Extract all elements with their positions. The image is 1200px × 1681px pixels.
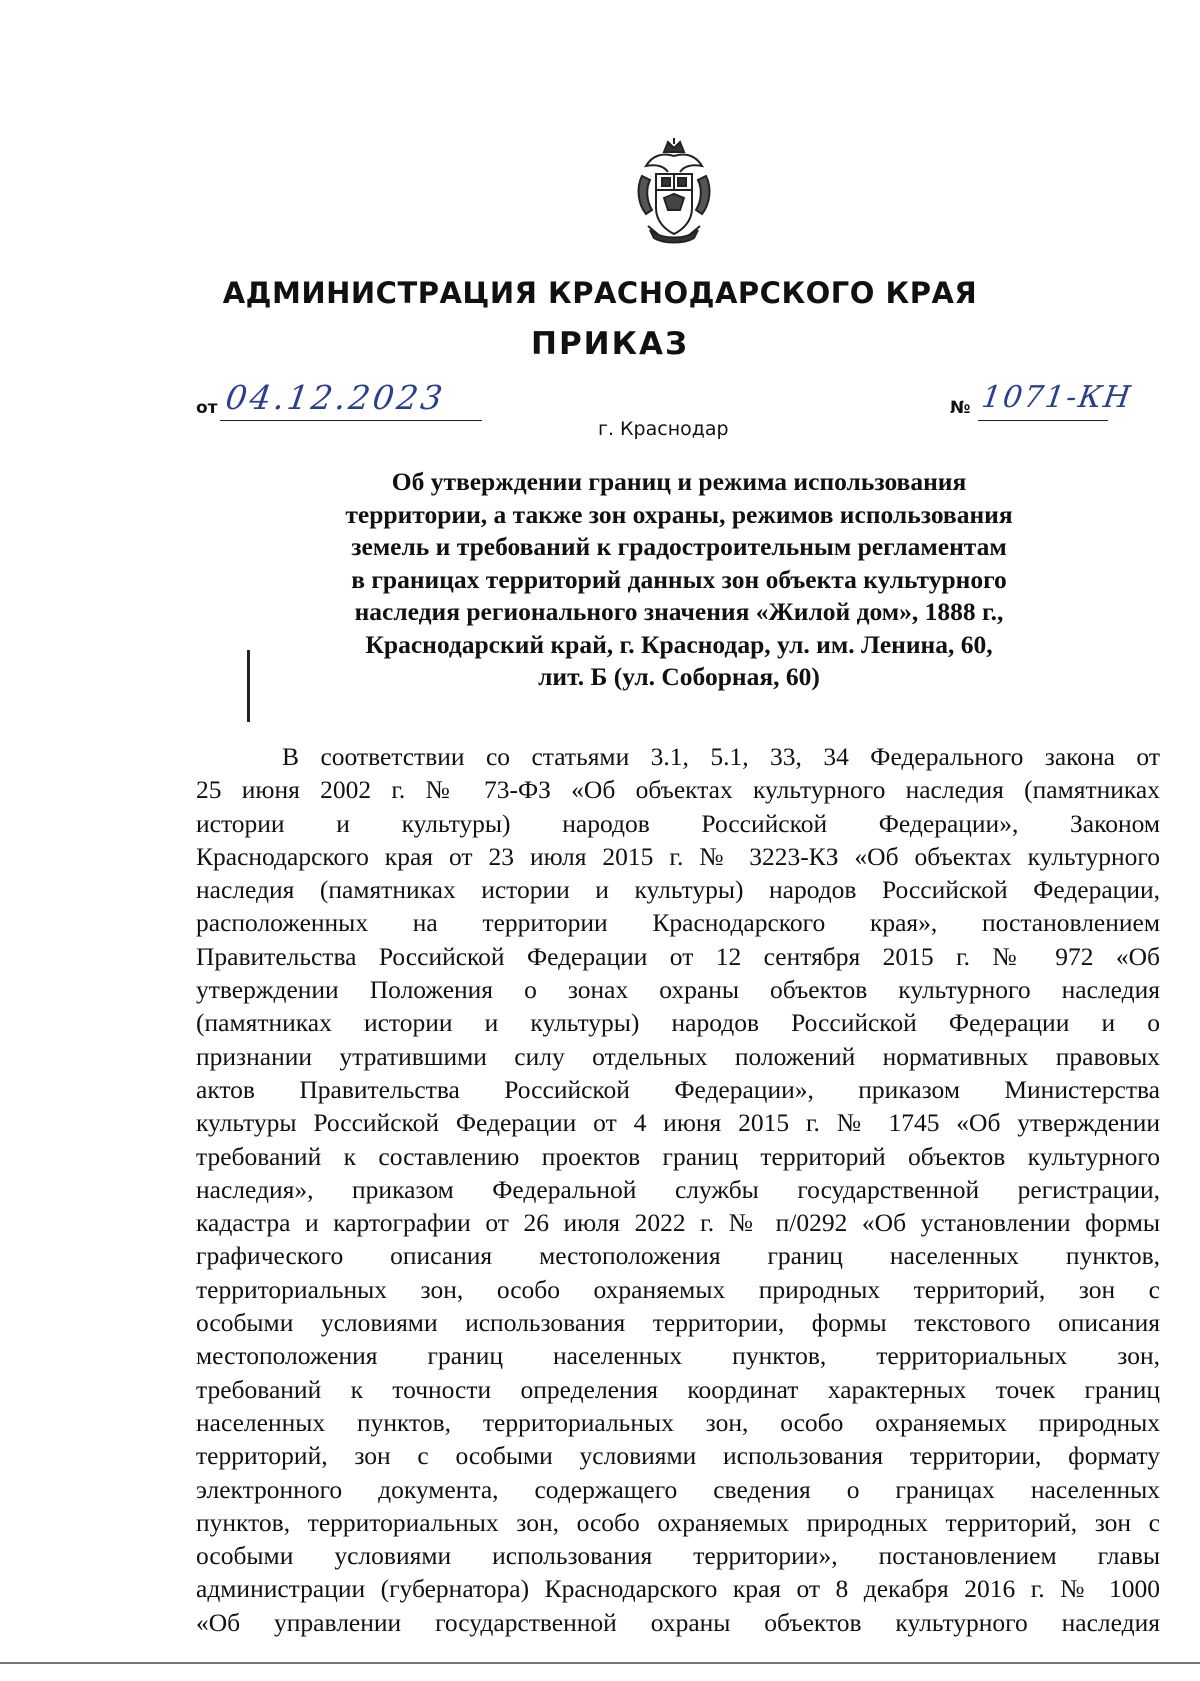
subject-line: земель и требований к градостроительным регламентам	[351, 532, 1007, 561]
body-line: актов Правительства Российской Федерации», приказом Министерства	[196, 1074, 1160, 1104]
body-line: Краснодарского края от 23 июля 2015 г. № 3223-КЗ «Об объектах культурного	[196, 841, 1160, 871]
scan-bottom-edge	[0, 1662, 1200, 1664]
body-line: особыми условиями использования территории, формы текстового описания	[196, 1308, 1160, 1338]
date-field	[196, 378, 486, 426]
subject-line: наследия регионального значения «Жилой дом», 1888 г.,	[354, 597, 1004, 626]
body-paragraph	[196, 740, 1160, 1639]
number-underline	[978, 420, 1108, 421]
body-line: требований к составлению проектов границ территорий объектов культурного	[196, 1141, 1160, 1171]
subject-line: лит. Б (ул. Соборная, 60)	[538, 662, 820, 691]
number-field	[950, 380, 1160, 426]
margin-mark	[247, 650, 250, 722]
body-line: территорий, зон с особыми условиями использования территории, формату	[196, 1441, 1160, 1471]
body-line: территориальных зон, особо охраняемых природных территорий, зон с	[196, 1274, 1160, 1304]
body-line: признании утратившими силу отдельных положений нормативных правовых	[196, 1041, 1160, 1071]
body-line: местоположения границ населенных пунктов, территориальных зон,	[196, 1341, 1160, 1371]
body-line: В соответствии со статьями 3.1, 5.1, 33, 34 Федерального закона от	[282, 742, 1160, 771]
coat-of-arms-icon	[634, 138, 714, 248]
body-line: (памятниках истории и культуры) народов Российской Федерации и о	[196, 1008, 1160, 1038]
document-subject	[300, 466, 1058, 694]
body-line: 25 июня 2002 г. № 73-ФЗ «Об объектах культурного наследия (памятниках	[196, 775, 1160, 805]
body-line: утверждении Положения о зонах охраны объектов культурного наследия	[196, 975, 1160, 1005]
body-line: особыми условиями использования территории», постановлением главы	[196, 1541, 1160, 1571]
document-type: ПРИКАЗ	[531, 326, 689, 362]
body-line: культуры Российской Федерации от 4 июня 2015 г. № 1745 «Об утверждении	[196, 1108, 1160, 1138]
subject-line: в границах территорий данных зон объекта культурного	[351, 564, 1007, 594]
body-line: кадастра и картографии от 26 июля 2022 г. № п/0292 «Об установлении формы	[196, 1208, 1160, 1238]
body-line: наследия», приказом Федеральной службы государственной регистрации,	[196, 1174, 1160, 1204]
handwritten-number: 1071-КН	[979, 380, 1135, 415]
subject-line: территории, а также зон охраны, режимов использования	[345, 499, 1013, 529]
city-label: г. Краснодар	[598, 418, 729, 440]
body-line: населенных пунктов, территориальных зон, особо охраняемых природных	[196, 1407, 1160, 1437]
body-line: графического описания местоположения границ населенных пунктов,	[196, 1241, 1160, 1271]
handwritten-date: 04.12.2023	[223, 378, 448, 417]
date-prefix: от	[196, 398, 218, 418]
subject-line: Краснодарский край, г. Краснодар, ул. им. Ленина, 60,	[365, 629, 993, 659]
body-line: «Об управлении государственной охраны объектов культурного наследия	[196, 1607, 1160, 1637]
body-line: наследия (памятниках истории и культуры) народов Российской Федерации,	[196, 875, 1160, 905]
body-line: требований к точности определения координат характерных точек границ	[196, 1374, 1160, 1404]
subject-line: Об утверждении границ и режима использования	[391, 467, 967, 496]
number-prefix: №	[950, 398, 971, 418]
date-underline	[220, 420, 482, 421]
body-line: электронного документа, содержащего сведения о границах населенных	[196, 1474, 1160, 1504]
body-line: администрации (губернатора) Краснодарского края от 8 декабря 2016 г. № 1000	[196, 1574, 1160, 1604]
organization-title: АДМИНИСТРАЦИЯ КРАСНОДАРСКОГО КРАЯ	[222, 276, 978, 310]
body-line: расположенных на территории Краснодарского края», постановлением	[196, 908, 1160, 938]
body-line: истории и культуры) народов Российской Федерации», Законом	[196, 808, 1160, 838]
body-line: пунктов, территориальных зон, особо охраняемых природных территорий, зон с	[196, 1507, 1160, 1537]
body-line: Правительства Российской Федерации от 12 сентября 2015 г. № 972 «Об	[196, 941, 1160, 971]
